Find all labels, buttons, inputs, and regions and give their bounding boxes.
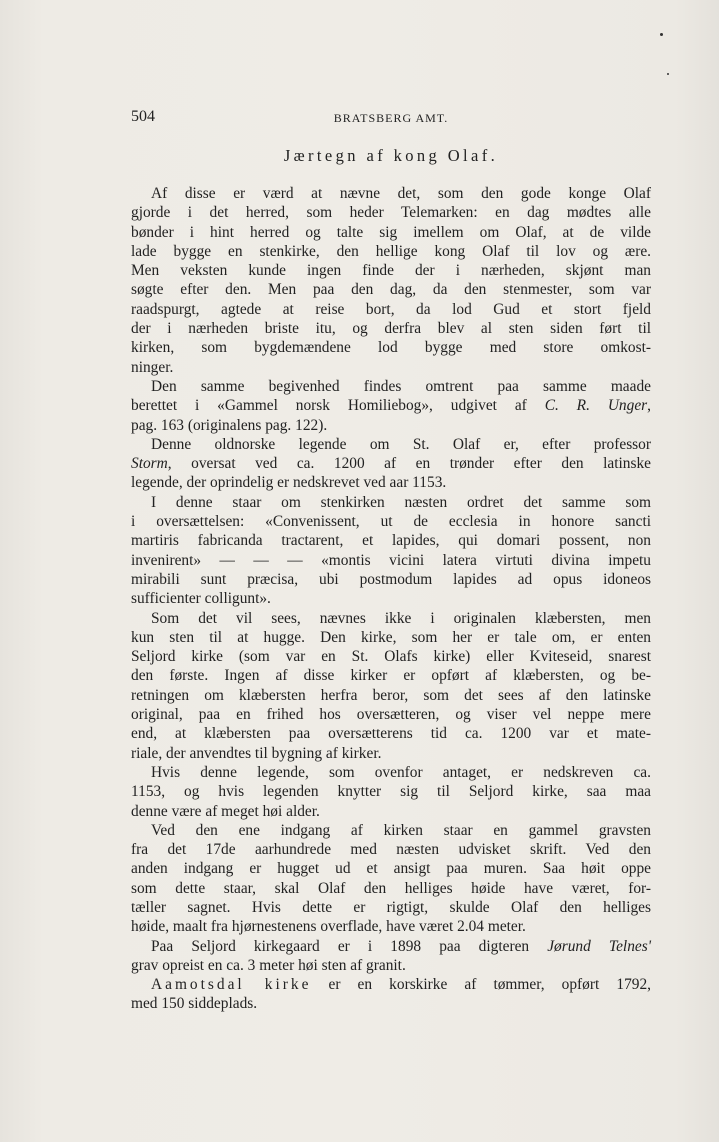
text-line: kirken, som bygdemændene lod bygge med store omkost- xyxy=(131,339,651,357)
text-line: I denne staar om stenkirken næsten ordret det samme som xyxy=(151,493,651,511)
text-line: berettet i «Gammel norsk Homiliebog», udgivet af C. R. Unger, xyxy=(131,397,651,415)
paragraph xyxy=(131,184,651,377)
text-line: anden indgang er hugget ud et ansigt paa muren. Saa høit oppe xyxy=(131,860,651,878)
text-line: tæller sagnet. Hvis dette er rigtigt, skulde Olaf den helliges xyxy=(131,898,651,916)
text-line: pag. 163 (originalens pag. 122). xyxy=(131,416,328,434)
text-line: i oversættelsen: «Convenissent, ut de ecclesia in honore sancti xyxy=(131,513,651,531)
body-text xyxy=(131,184,651,1014)
print-speck xyxy=(660,33,663,36)
text-line: Aamotsdal kirke er en korskirke af tømmer, opført 1792, xyxy=(151,976,651,994)
text-line: raadspurgt, agtede at reise bort, da lod Gud et stort fjeld xyxy=(131,300,651,318)
text-line: der i nærheden briste itu, og derfra blev al sten siden ført til xyxy=(131,320,651,338)
text-line: høide, maalt fra hjørnestenens overflade, have været 2.04 meter. xyxy=(131,918,526,936)
page-header xyxy=(131,108,651,132)
text-line: med 150 siddeplads. xyxy=(131,995,258,1013)
text-line: Ved den ene indgang af kirken staar en gammel gravsten xyxy=(151,821,651,839)
paragraph xyxy=(131,763,651,821)
text-line: original, paa en frihed hos oversætteren, og viser vel neppe mere xyxy=(131,706,651,724)
paragraph xyxy=(131,609,651,763)
text-line: Men veksten kunde ingen finde der i nærheden, skjønt man xyxy=(131,262,651,280)
text-line: Paa Seljord kirkegaard er i 1898 paa digteren Jørund Telnes' xyxy=(151,937,651,955)
section-title: Jærtegn af kong Olaf. xyxy=(283,146,499,165)
text-line: Hvis denne legende, som ovenfor antaget, er nedskreven ca. xyxy=(151,763,651,781)
text-line: ninger. xyxy=(131,358,174,376)
paragraph xyxy=(131,493,651,609)
running-head: BRATSBERG AMT. xyxy=(333,111,449,125)
text-line: søgte efter den. Men paa den dag, da den stenmester, som var xyxy=(131,281,651,299)
text-line: Seljord kirke (som var en St. Olafs kirke) eller Kviteseid, snarest xyxy=(131,648,651,666)
paragraph xyxy=(131,937,651,976)
text-line: som dette staar, skal Olaf den helliges høide have været, for- xyxy=(131,879,651,897)
text-line: invenirent» — — — «montis vicini latera virtuti divina impetu xyxy=(131,551,651,569)
text-line: gjorde i det herred, som heder Telemarken: en dag mødtes alle xyxy=(131,204,651,222)
text-line: bønder i hint herred og talte sig imellem om Olaf, at de vilde xyxy=(131,223,651,241)
text-line: Som det vil sees, nævnes ikke i originalen klæbersten, men xyxy=(151,609,651,627)
print-speck xyxy=(667,73,669,75)
text-line: den første. Ingen af disse kirker er opført af klæbersten, og be- xyxy=(131,667,651,685)
paragraph xyxy=(131,821,651,937)
text-line: end, at klæbersten paa oversætterens tid ca. 1200 var et mate- xyxy=(131,725,651,743)
text-line: riale, der anvendtes til bygning af kirker. xyxy=(131,744,382,762)
text-line: Denne oldnorske legende om St. Olaf er, efter professor xyxy=(151,435,651,453)
text-line: Den samme begivenhed findes omtrent paa samme maade xyxy=(151,377,651,395)
text-line: Af disse er værd at nævne det, som den gode konge Olaf xyxy=(151,185,651,202)
text-line: fra det 17de aarhundrede med næsten udvisket skrift. Ved den xyxy=(131,841,651,859)
text-line: martiris fabricanda tractarent, et lapides, qui domari possent, non xyxy=(131,532,651,550)
text-line: lade bygge en stenkirke, den hellige kong Olaf til lov og ære. xyxy=(131,242,651,260)
paragraph xyxy=(131,377,651,435)
text-line: 1153, og hvis legenden knytter sig til Seljord kirke, saa maa xyxy=(131,783,651,801)
text-line: retningen om klæbersten herfra beror, som det sees af den latinske xyxy=(131,686,651,704)
page-number: 504 xyxy=(131,108,155,125)
text-line: legende, der oprindelig er nedskrevet ved aar 1153. xyxy=(131,474,447,492)
text-line: mirabili sunt præcisa, ubi postmodum lapides ad opus idoneos xyxy=(131,570,651,588)
text-line: Storm, oversat ved ca. 1200 af en trønder efter den latinske xyxy=(131,455,651,473)
text-line: kun sten til at hugge. Den kirke, som her er tale om, er enten xyxy=(131,628,651,646)
paragraph xyxy=(131,435,651,493)
text-line: grav opreist en ca. 3 meter høi sten af granit. xyxy=(131,956,406,974)
paragraph xyxy=(131,975,651,1014)
text-line: denne være af meget høi alder. xyxy=(131,802,320,820)
text-line: sufficienter colligunt». xyxy=(131,590,271,608)
